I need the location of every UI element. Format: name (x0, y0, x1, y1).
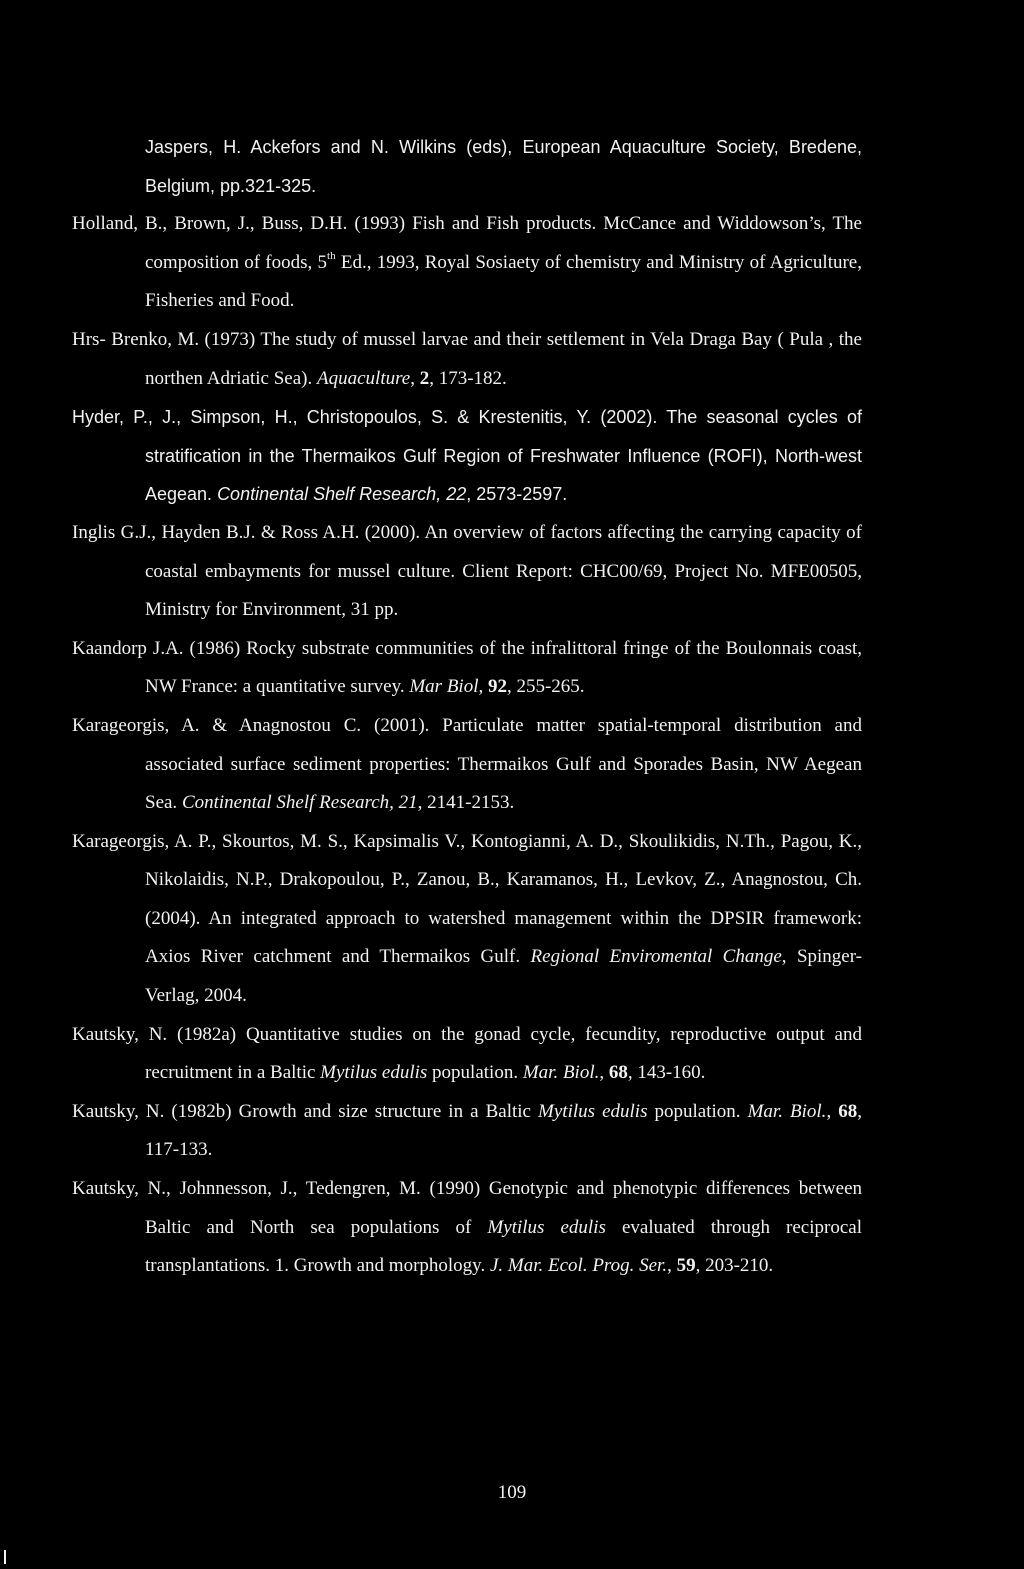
reference-entry (72, 514, 862, 630)
reference-entry (72, 630, 862, 707)
italic-text: Aquaculture (317, 367, 411, 389)
reference-entry (72, 823, 862, 1016)
reference-text: , 255-265. (506, 676, 585, 698)
reference-entry (72, 1170, 862, 1286)
superscript-text: th (327, 250, 336, 263)
reference-text: , 173-182. (429, 367, 507, 389)
reference-text: Karageorgis, A. & Anagnostou C. (2001). Particulate matter spatial-temporal distribution and associated surface sediment properties: Thermaikos Gulf and Sporades Basin, NW Aegean Sea. (72, 714, 862, 814)
scan-edge-mark (4, 1550, 6, 1564)
italic-text: Mytilus edulis (487, 1216, 606, 1238)
reference-text: , 143-160. (627, 1062, 706, 1084)
italic-text: Mar. Biol. (522, 1062, 600, 1084)
reference-text: , 203-210. (695, 1255, 774, 1277)
reference-text: , 117-133. (145, 1100, 862, 1161)
reference-text: evaluated through reciprocal transplantations. 1. Growth and morphology. (145, 1216, 862, 1277)
reference-text: Hyder, P., J., Simpson, H., Christopoulos, S. & Krestenitis, Y. (2002). The seasonal cycles of stratification in the Thermaikos Gulf Region of Freshwater Influence (ROFI), North-west Aegean. (72, 407, 862, 505)
reference-text: , (826, 1100, 839, 1122)
reference-text: Kaandorp J.A. (1986) Rocky substrate communities of the infralittoral fringe of the Boulonnais coast, NW France: a quantitative survey. (72, 637, 862, 698)
reference-text: , Spinger-Verlag, 2004. (145, 946, 863, 1007)
reference-text: Ed., 1993, Royal Sosiaety of chemistry and Ministry of Agriculture, Fisheries and Food. (145, 251, 862, 312)
italic-text: Mytilus edulis (538, 1100, 648, 1122)
reference-text: population. (427, 1062, 523, 1084)
bold-text: 59 (676, 1255, 696, 1277)
italic-text: Regional Enviromental Change (530, 946, 782, 968)
bold-text: 92 (487, 676, 507, 698)
reference-text: Hrs- Brenko, M. (1973) The study of mussel larvae and their settlement in Vela Draga Bay ( Pula , the northen Adriatic Sea). (72, 328, 862, 389)
reference-text: Jaspers, H. Ackefors and N. Wilkins (eds), European Aquaculture Society, Bredene, Belgium, pp.321-325. (145, 137, 862, 196)
italic-text: J. Mar. Ecol. Prog. Ser. (489, 1255, 668, 1277)
reference-text: Inglis G.J., Hayden B.J. & Ross A.H. (2000). An overview of factors affecting the carrying capacity of coastal embayments for mussel culture. Client Report: CHC00/69, Project No. MFE00505, Ministry for Environment, 31 pp. (72, 521, 862, 621)
reference-entry (72, 707, 862, 823)
reference-text: , (667, 1255, 677, 1277)
page-number: 109 (497, 1482, 527, 1503)
italic-text: Continental Shelf Research, 21 (181, 792, 418, 814)
reference-text: , (599, 1062, 609, 1084)
reference-text: Kautsky, N., Johnnesson, J., Tedengren, M. (1990) Genotypic and phenotypic differences between Baltic and North sea populations of (72, 1178, 862, 1238)
reference-text: Holland, B., Brown, J., Buss, D.H. (1993) Fish and Fish products. McCance and Widdowson’s, The composition of foods, 5 (72, 213, 862, 273)
reference-text: , 2141-2153. (417, 792, 515, 814)
reference-text: Karageorgis, A. P., Skourtos, M. S., Kapsimalis V., Kontogianni, A. D., Skoulikidis, N.Th., Pagou, K., Nikolaidis, N.P., Drakopoulou, P., Zanou, B., Karamanos, H., Levkov, Z., Anagnostou, Ch. (2004). An integrated approach to watershed management within the DPSIR framework: Axios River catchment and Thermaikos Gulf. (72, 830, 862, 968)
reference-text: Kautsky, N. (1982a) Quantitative studies on the gonad cycle, fecundity, reproductive output and recruitment in a Baltic (72, 1023, 862, 1084)
italic-text: Mar Biol, (409, 676, 484, 698)
reference-text: population. (647, 1100, 748, 1122)
reference-entry (72, 321, 862, 398)
reference-text: , 2573-2597. (466, 484, 568, 505)
reference-text: , (410, 367, 420, 389)
bold-text: 68 (838, 1100, 858, 1122)
reference-entry (72, 1093, 862, 1170)
bold-text: 68 (608, 1062, 628, 1084)
italic-text: Mytilus edulis (320, 1062, 428, 1084)
reference-list (72, 128, 862, 1286)
reference-entry (72, 398, 862, 514)
reference-entry (72, 1016, 862, 1093)
reference-entry (72, 128, 862, 205)
reference-entry (72, 205, 862, 321)
bold-text: 2 (419, 367, 430, 389)
italic-text: Mar. Biol. (747, 1100, 827, 1122)
reference-text: Kautsky, N. (1982b) Growth and size structure in a Baltic (72, 1100, 539, 1122)
italic-text: Continental Shelf Research, 22 (217, 484, 467, 505)
